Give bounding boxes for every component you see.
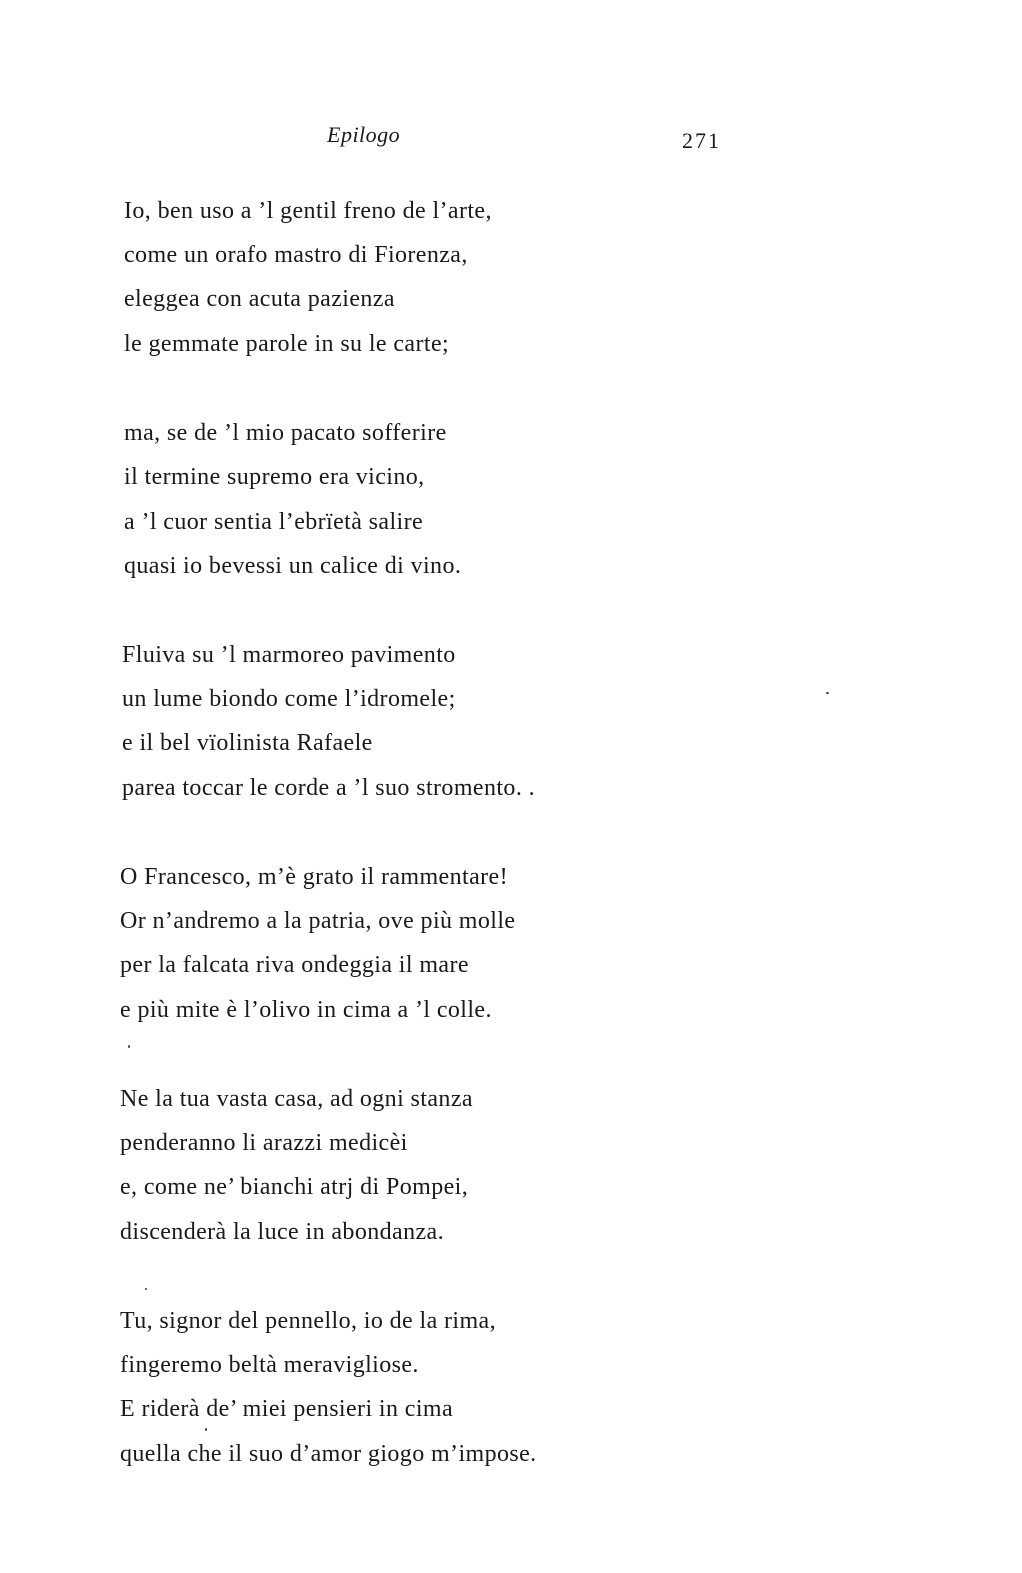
verse-line: il termine supremo era vicino, bbox=[124, 464, 425, 490]
verse-line: a ’l cuor sentia l’ebrïetà salire bbox=[124, 509, 424, 535]
speck bbox=[205, 1428, 207, 1431]
verse-line: e, come ne’ bianchi atrj di Pompei, bbox=[120, 1174, 469, 1200]
verse-line: discenderà la luce in abondanza. bbox=[120, 1219, 444, 1245]
verse-line: Tu, signor del pennello, io de la rima, bbox=[120, 1308, 496, 1334]
speck bbox=[826, 692, 829, 694]
verse-line: un lume biondo come l’idromele; bbox=[122, 686, 456, 712]
speck bbox=[145, 1288, 147, 1290]
verse-line: quasi io bevessi un calice di vino. bbox=[124, 553, 462, 579]
verse-line: ma, se de ’l mio pacato sofferire bbox=[124, 420, 447, 446]
verse-line: le gemmate parole in su le carte; bbox=[124, 331, 450, 357]
speck bbox=[128, 1045, 130, 1048]
verse-line: E riderà de’ miei pensieri in cima bbox=[120, 1396, 454, 1422]
verse-line: Or n’andremo a la patria, ove più molle bbox=[120, 908, 516, 934]
verse-line: Io, ben uso a ’l gentil freno de l’arte, bbox=[124, 198, 492, 224]
verse-line: per la falcata riva ondeggia il mare bbox=[120, 952, 469, 978]
verse-line: O Francesco, m’è grato il rammentare! bbox=[120, 864, 508, 890]
verse-line: e più mite è l’olivo in cima a ’l colle. bbox=[120, 997, 492, 1023]
verse-line: e il bel vïolinista Rafaele bbox=[122, 730, 373, 756]
verse-line: Fluiva su ’l marmoreo pavimento bbox=[122, 642, 456, 668]
verse-line: penderanno li arazzi medicèi bbox=[120, 1130, 408, 1156]
verse-line: Ne la tua vasta casa, ad ogni stanza bbox=[120, 1086, 473, 1112]
page-number: 271 bbox=[682, 128, 721, 153]
running-title: Epilogo bbox=[327, 122, 401, 147]
verse-line: parea toccar le corde a ’l suo stromento. . bbox=[122, 775, 536, 801]
verse-line: quella che il suo d’amor giogo m’impose. bbox=[120, 1441, 537, 1467]
verse-line: come un orafo mastro di Fiorenza, bbox=[124, 242, 468, 268]
verse-line: fingeremo beltà meravigliose. bbox=[120, 1352, 419, 1378]
verse-line: eleggea con acuta pazienza bbox=[124, 286, 395, 312]
